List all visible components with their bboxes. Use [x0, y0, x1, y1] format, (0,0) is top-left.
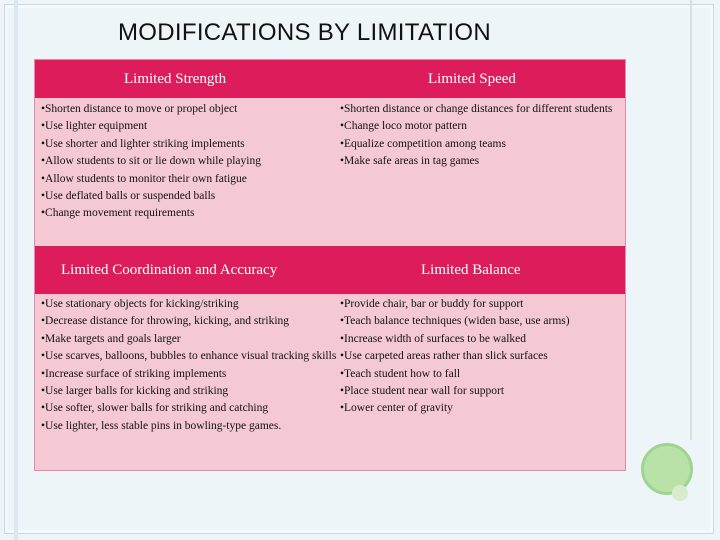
list-item: •Use deflated balls or suspended balls [41, 190, 216, 203]
list-item: •Use shorter and lighter striking implements [41, 137, 245, 150]
list-item: •Change movement requirements [41, 207, 195, 220]
list-item: •Use lighter equipment [41, 120, 148, 133]
list-item: •Change loco motor pattern [340, 120, 467, 133]
list-item: •Make targets and goals larger [41, 332, 181, 345]
table-header-row-2 [35, 246, 625, 294]
table-body-row-2 [35, 294, 625, 470]
coordination-list [41, 296, 337, 435]
list-item: •Provide chair, bar or buddy for support [340, 298, 524, 310]
list-item: •Equalize competition among teams [340, 137, 506, 150]
table-header-row-1 [35, 60, 625, 98]
list-item: •Decrease distance for throwing, kicking, and striking [41, 315, 290, 328]
list-item: •Shorten distance to move or propel object [41, 103, 238, 115]
list-item: •Increase width of surfaces to be walked [340, 332, 527, 345]
heading-limited-strength: Limited Strength [124, 71, 227, 87]
heading-limited-balance: Limited Balance [421, 262, 521, 278]
list-item: •Use softer, slower balls for striking and catching [41, 402, 269, 415]
list-item: •Make safe areas in tag games [340, 155, 480, 168]
page-title: MODIFICATIONS BY LIMITATION [118, 19, 492, 46]
list-item: •Teach student how to fall [340, 367, 461, 380]
list-item: •Use stationary objects for kicking/striking [41, 298, 239, 310]
list-item: •Shorten distance or change distances for different students [340, 103, 613, 115]
heading-limited-coordination: Limited Coordination and Accuracy [61, 262, 278, 278]
balance-list [340, 296, 623, 418]
list-item: •Increase surface of striking implements [41, 367, 227, 380]
list-item: •Allow students to sit or lie down while playing [41, 155, 261, 168]
list-item: •Use carpeted areas rather than slick surfaces [340, 350, 548, 363]
list-item: •Use larger balls for kicking and striking [41, 385, 229, 398]
list-item: •Use lighter, less stable pins in bowling-type games. [41, 419, 282, 432]
speed-list [340, 101, 623, 171]
list-item: •Lower center of gravity [340, 402, 453, 415]
decorative-vertical-line [690, 0, 692, 440]
table-body-row-1 [35, 98, 625, 246]
left-decorative-stripe [14, 0, 18, 540]
decorative-circle-small [672, 485, 688, 501]
list-item: •Use scarves, balloons, bubbles to enhance visual tracking skills [41, 350, 337, 363]
list-item: •Allow students to monitor their own fatigue [41, 172, 247, 185]
list-item: •Teach balance techniques (widen base, use arms) [340, 315, 570, 328]
strength-list [41, 101, 331, 223]
heading-limited-speed: Limited Speed [428, 71, 516, 87]
list-item: •Place student near wall for support [340, 385, 505, 398]
modifications-table [34, 59, 626, 471]
